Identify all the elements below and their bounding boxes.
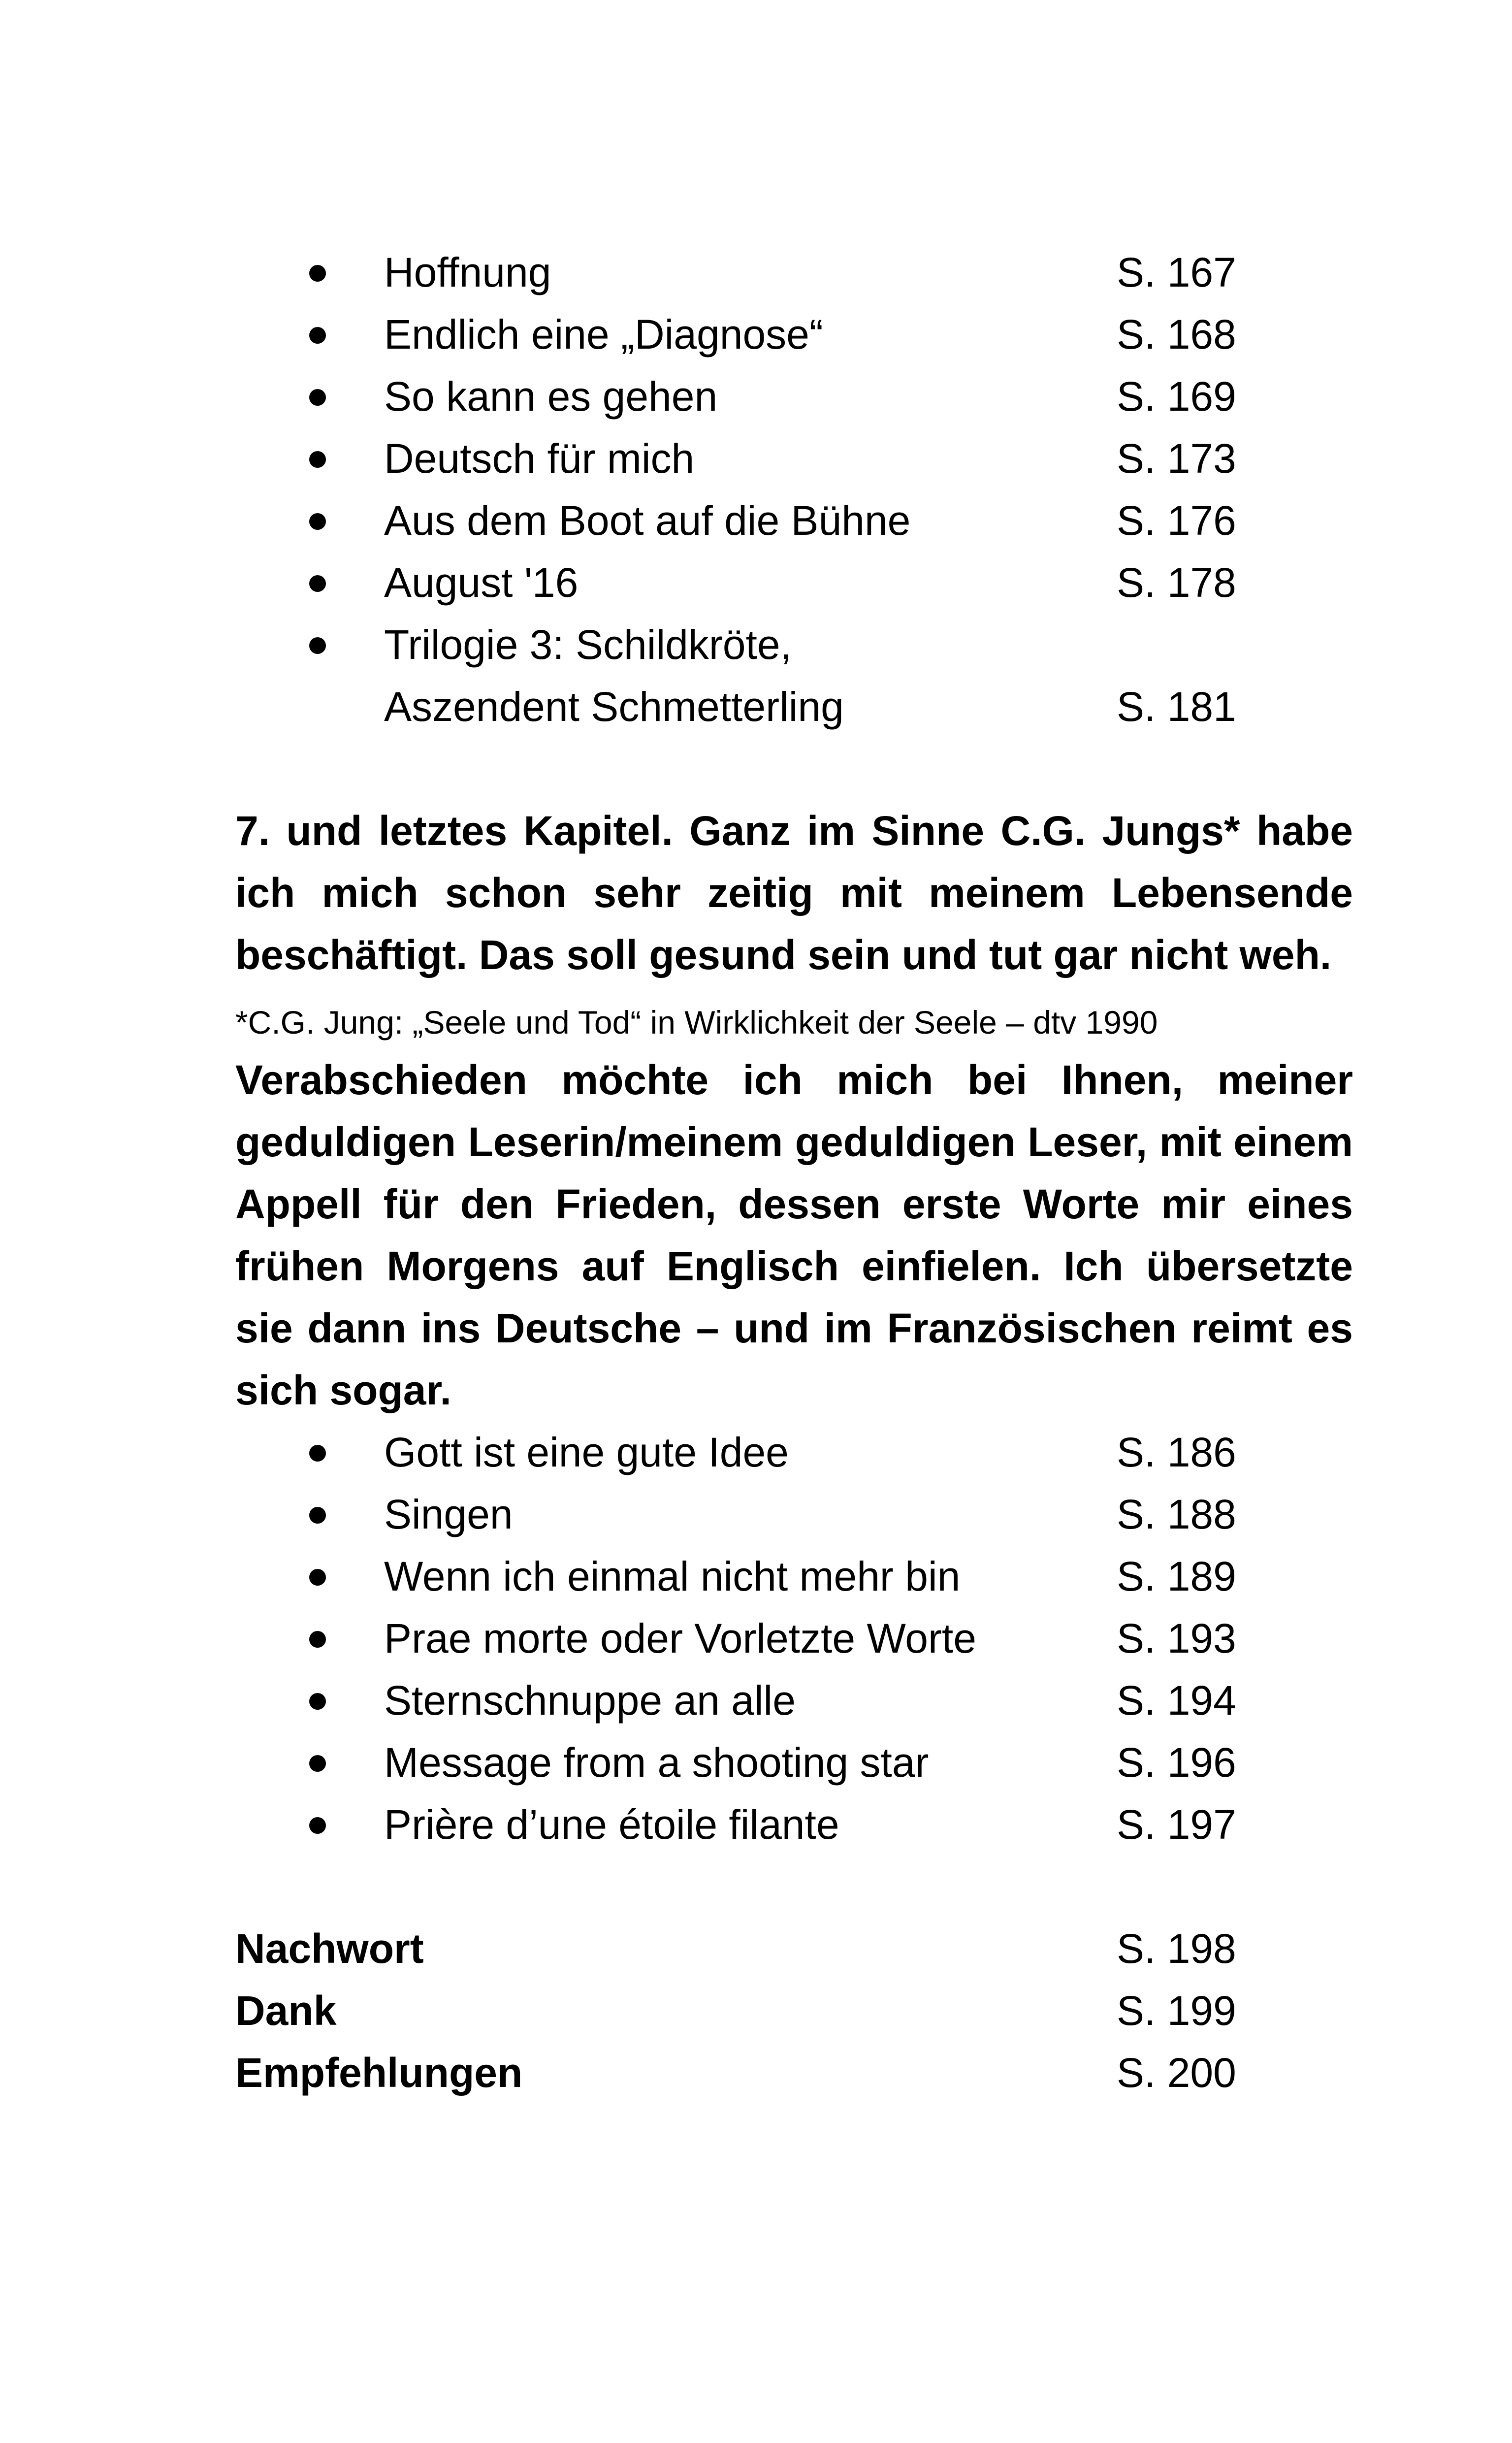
endmatter-page: S. 198 [1117,1925,1236,1972]
endmatter-title: Empfehlungen [235,2050,523,2096]
endmatter-entry [0,1980,1512,2042]
toc-entry-page: S. 168 [1117,311,1236,358]
toc-entry-title: Prae morte oder Vorletzte Worte [384,1615,976,1661]
toc-entry [0,489,1512,552]
toc-entry-title: Aszendent Schmetterling [384,684,844,730]
toc-entry-page: S. 193 [1117,1615,1236,1661]
toc-entry-title: Trilogie 3: Schildkröte, [384,621,792,668]
toc-entry [0,1545,1512,1607]
toc-entry-page: S. 178 [1117,559,1236,606]
toc-entry [0,552,1512,614]
bullet-icon [305,241,335,303]
toc-entry [0,614,1512,676]
toc-entry [0,365,1512,427]
toc-entry-page: S. 196 [1117,1739,1236,1786]
bullet-icon [305,1793,335,1856]
toc-entry [0,1421,1512,1483]
toc-entry-title: Gott ist eine gute Idee [384,1429,789,1475]
toc-entry-title: Prière d’une étoile filante [384,1801,839,1848]
bullet-icon [305,1483,335,1545]
toc-entry [0,1607,1512,1669]
toc-entry-title: Endlich eine „Diagnose“ [384,311,823,358]
toc-entry-page: S. 188 [1117,1491,1236,1537]
toc-entry-title: Wenn ich einmal nicht mehr bin [384,1553,961,1599]
bullet-icon [305,552,335,614]
toc-entry-title: Message from a shooting star [384,1739,929,1786]
farewell-paragraph: Verabschieden möchte ich mich bei Ihnen, meiner geduldigen Leserin/meinem geduldigen Leser, mit einem Appell für den Frieden, dessen erste Worte mir eines frühen Morgens auf Englisch einfielen. Ich übersetzte sie dann ins Deutsche – und im Französischen reimt es sich sogar. [235,1057,1353,1413]
toc-entry-title: Deutsch für mich [384,435,695,482]
bullet-icon [305,1731,335,1793]
toc-entry-page: S. 186 [1117,1429,1236,1475]
bullet-icon [305,1421,335,1483]
toc-entry-page: S. 167 [1117,249,1236,295]
bullet-icon [305,427,335,489]
toc-entry [0,1731,1512,1793]
toc-entry-page: S. 176 [1117,497,1236,544]
toc-entry-page: S. 181 [1117,684,1236,730]
toc-entry [0,1483,1512,1545]
toc-entry [0,303,1512,365]
endmatter-page: S. 200 [1117,2050,1236,2096]
toc-entry [0,1669,1512,1731]
endmatter-title: Nachwort [235,1925,424,1972]
endmatter-page: S. 199 [1117,1987,1236,2034]
footnote: *C.G. Jung: „Seele und Tod“ in Wirklichkeit der Seele – dtv 1990 [235,1004,1158,1041]
toc-entry-title: August '16 [384,559,579,606]
toc-entry-title: So kann es gehen [384,373,718,420]
toc-entry-page: S. 169 [1117,373,1236,420]
endmatter-entry [0,2042,1512,2104]
bullet-icon [305,614,335,676]
toc-entry-page: S. 189 [1117,1553,1236,1599]
toc-entry-page: S. 173 [1117,435,1236,482]
toc-entry-page: S. 194 [1117,1677,1236,1724]
toc-entry [0,241,1512,303]
toc-entry-title: Sternschnuppe an alle [384,1677,796,1724]
toc-entry [0,427,1512,489]
endmatter-title: Dank [235,1987,337,2034]
bullet-icon [305,1669,335,1731]
bullet-icon [305,303,335,365]
bullet-icon [305,1545,335,1607]
toc-entry-title: Hoffnung [384,249,551,295]
toc-entry-page: S. 197 [1117,1801,1236,1848]
bullet-icon [305,365,335,427]
bullet-icon [305,1607,335,1669]
toc-entry-title: Singen [384,1491,513,1537]
bullet-icon [305,489,335,552]
toc-entry-continuation [0,676,1512,738]
endmatter-entry [0,1918,1512,1980]
chapter-intro-paragraph: 7. und letztes Kapitel. Ganz im Sinne C.G. Jungs* habe ich mich schon sehr zeitig mit meinem Lebensende beschäftigt. Das soll gesund sein und tut gar nicht weh. [235,808,1353,978]
toc-entry-title: Aus dem Boot auf die Bühne [384,497,911,544]
toc-entry [0,1793,1512,1856]
